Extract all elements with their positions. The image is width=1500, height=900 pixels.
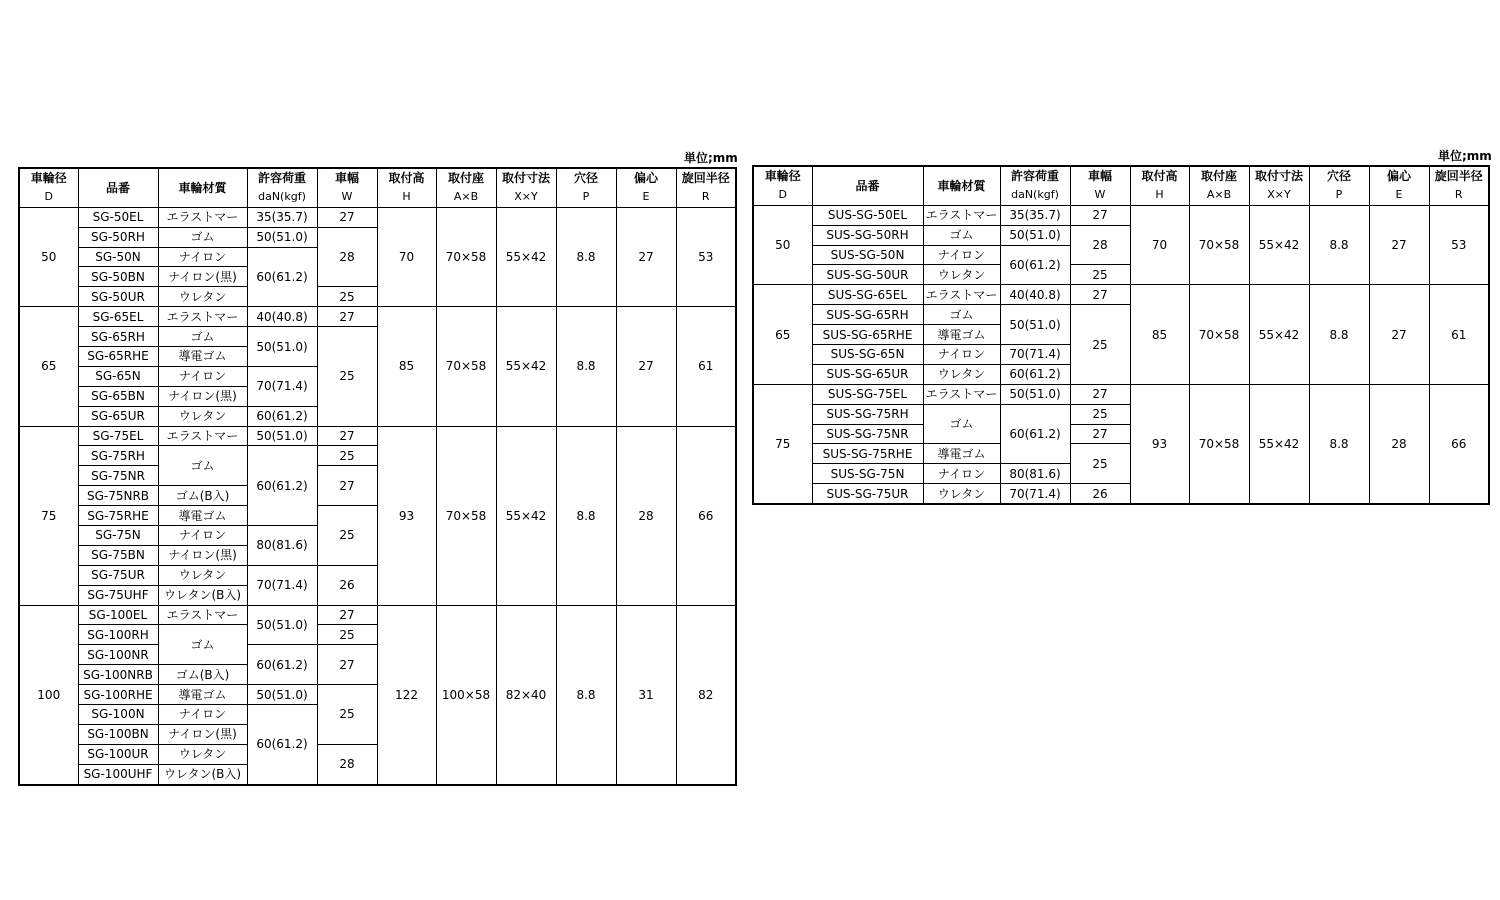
mount-plate-cell: 70×58 <box>1189 205 1249 285</box>
table-row <box>19 207 736 227</box>
offset-cell: 27 <box>1369 205 1429 285</box>
hole-dia-cell: 8.8 <box>556 307 616 426</box>
col-header-allowable-load: 許容荷重 <box>247 168 317 188</box>
part-number-cell: SUS-SG-65RH <box>812 305 923 325</box>
col-header-swivel-radius-symbol: R <box>676 188 736 207</box>
swivel-radius-cell: 61 <box>676 307 736 426</box>
load-cell: 60(61.2) <box>247 705 317 785</box>
material-cell: ウレタン <box>923 484 1000 504</box>
part-number-cell: SG-50RH <box>78 227 158 247</box>
material-cell: ゴム <box>923 404 1000 444</box>
offset-cell: 28 <box>616 426 676 605</box>
load-cell: 60(61.2) <box>1000 404 1070 464</box>
material-cell: ナイロン <box>923 345 1000 365</box>
width-cell: 25 <box>1070 305 1130 385</box>
width-cell: 25 <box>317 625 377 645</box>
material-cell: ウレタン <box>923 364 1000 384</box>
mount-plate-cell: 70×58 <box>1189 285 1249 384</box>
load-cell: 70(71.4) <box>247 366 317 406</box>
unit-label-right: 単位;mm <box>1438 149 1492 163</box>
col-header-wheel-material: 車輪材質 <box>923 166 1000 205</box>
col-header-offset: 偏心 <box>1369 166 1429 186</box>
mount-height-cell: 85 <box>377 307 436 426</box>
header-row-top <box>753 166 1489 186</box>
material-cell: ナイロン <box>158 526 247 546</box>
col-header-allowable-load-symbol: daN(kgf) <box>1000 186 1070 205</box>
part-number-cell: SUS-SG-75NR <box>812 424 923 444</box>
load-cell: 50(51.0) <box>247 605 317 645</box>
wheel-dia-cell: 100 <box>19 605 78 785</box>
load-cell: 50(51.0) <box>1000 305 1070 345</box>
col-header-offset: 偏心 <box>616 168 676 188</box>
width-cell: 27 <box>1070 384 1130 404</box>
material-cell: ゴム <box>158 327 247 347</box>
load-cell: 60(61.2) <box>247 446 317 526</box>
material-cell: 導電ゴム <box>158 347 247 367</box>
part-number-cell: SUS-SG-50EL <box>812 205 923 225</box>
part-number-cell: SG-75EL <box>78 426 158 446</box>
wheel-dia-cell: 75 <box>753 384 812 504</box>
bolt-spacing-cell: 55×42 <box>1249 285 1309 384</box>
part-number-cell: SG-100UHF <box>78 764 158 784</box>
material-cell: エラストマー <box>158 426 247 446</box>
part-number-cell: SG-65BN <box>78 386 158 406</box>
col-header-mount-plate: 取付座 <box>1189 166 1249 186</box>
col-header-mount-height: 取付高 <box>1130 166 1189 186</box>
part-number-cell: SUS-SG-50RH <box>812 225 923 245</box>
col-header-mount-plate-symbol: A×B <box>436 188 496 207</box>
bolt-spacing-cell: 55×42 <box>1249 205 1309 285</box>
load-cell: 50(51.0) <box>247 227 317 247</box>
mount-height-cell: 85 <box>1130 285 1189 384</box>
table-body <box>19 207 736 784</box>
load-cell: 70(71.4) <box>1000 484 1070 504</box>
material-cell: ナイロン <box>158 366 247 386</box>
load-cell: 40(40.8) <box>1000 285 1070 305</box>
width-cell: 27 <box>317 605 377 625</box>
col-header-mount-plate: 取付座 <box>436 168 496 188</box>
bolt-spacing-cell: 55×42 <box>496 426 556 605</box>
col-header-bolt-spacing: 取付寸法 <box>496 168 556 188</box>
material-cell: ゴム <box>158 227 247 247</box>
col-header-swivel-radius: 旋回半径 <box>1429 166 1489 186</box>
part-number-cell: SG-75NRB <box>78 486 158 506</box>
offset-cell: 31 <box>616 605 676 785</box>
part-number-cell: SG-75UHF <box>78 585 158 605</box>
width-cell: 25 <box>317 327 377 426</box>
part-number-cell: SUS-SG-75RH <box>812 404 923 424</box>
sg-caster-spec-table <box>18 167 737 786</box>
material-cell: エラストマー <box>158 307 247 327</box>
material-cell: エラストマー <box>923 384 1000 404</box>
col-header-mount-height-symbol: H <box>1130 186 1189 205</box>
width-cell: 25 <box>1070 444 1130 484</box>
part-number-cell: SUS-SG-75RHE <box>812 444 923 464</box>
col-header-swivel-radius-symbol: R <box>1429 186 1489 205</box>
width-cell: 25 <box>1070 404 1130 424</box>
col-header-hole-dia-symbol: P <box>556 188 616 207</box>
col-header-swivel-radius: 旋回半径 <box>676 168 736 188</box>
material-cell: ナイロン <box>923 464 1000 484</box>
material-cell: 導電ゴム <box>158 685 247 705</box>
width-cell: 26 <box>1070 484 1130 504</box>
table-row <box>753 205 1489 225</box>
table-row <box>753 384 1489 404</box>
part-number-cell: SG-75BN <box>78 545 158 565</box>
col-header-allowable-load-symbol: daN(kgf) <box>247 188 317 207</box>
part-number-cell: SG-100RHE <box>78 685 158 705</box>
width-cell: 28 <box>317 744 377 784</box>
width-cell: 27 <box>1070 424 1130 444</box>
width-cell: 27 <box>1070 205 1130 225</box>
material-cell: ウレタン <box>158 287 247 307</box>
load-cell: 40(40.8) <box>247 307 317 327</box>
col-header-wheel-width-symbol: W <box>317 188 377 207</box>
part-number-cell: SG-65RHE <box>78 347 158 367</box>
table-row <box>753 285 1489 305</box>
hole-dia-cell: 8.8 <box>556 605 616 785</box>
width-cell: 27 <box>317 466 377 506</box>
material-cell: ナイロン(黒) <box>158 267 247 287</box>
col-header-bolt-spacing: 取付寸法 <box>1249 166 1309 186</box>
col-header-wheel-dia: 車輪径 <box>753 166 812 186</box>
part-number-cell: SUS-SG-75EL <box>812 384 923 404</box>
material-cell: 導電ゴム <box>158 506 247 526</box>
table-row <box>19 307 736 327</box>
header-row-top <box>19 168 736 188</box>
material-cell: ウレタン <box>158 406 247 426</box>
material-cell: エラストマー <box>923 285 1000 305</box>
material-cell: ゴム <box>158 625 247 665</box>
hole-dia-cell: 8.8 <box>1309 205 1369 285</box>
load-cell: 80(81.6) <box>1000 464 1070 484</box>
col-header-mount-plate-symbol: A×B <box>1189 186 1249 205</box>
width-cell: 27 <box>317 207 377 227</box>
mount-height-cell: 93 <box>1130 384 1189 504</box>
part-number-cell: SG-65UR <box>78 406 158 426</box>
mount-plate-cell: 70×58 <box>1189 384 1249 504</box>
table-row <box>19 605 736 625</box>
part-number-cell: SG-65N <box>78 366 158 386</box>
wheel-dia-cell: 50 <box>19 207 78 306</box>
part-number-cell: SUS-SG-65N <box>812 345 923 365</box>
col-header-hole-dia: 穴径 <box>1309 166 1369 186</box>
col-header-offset-symbol: E <box>616 188 676 207</box>
wheel-dia-cell: 75 <box>19 426 78 605</box>
col-header-wheel-width-symbol: W <box>1070 186 1130 205</box>
bolt-spacing-cell: 55×42 <box>496 307 556 426</box>
material-cell: ナイロン(黒) <box>158 386 247 406</box>
bolt-spacing-cell: 55×42 <box>1249 384 1309 504</box>
material-cell: ナイロン <box>158 705 247 725</box>
part-number-cell: SG-50EL <box>78 207 158 227</box>
material-cell: ゴム <box>923 225 1000 245</box>
unit-label-left: 単位;mm <box>684 151 738 165</box>
sus-sg-caster-spec-table <box>752 165 1490 505</box>
part-number-cell: SG-75RHE <box>78 506 158 526</box>
load-cell: 60(61.2) <box>1000 364 1070 384</box>
part-number-cell: SUS-SG-50UR <box>812 265 923 285</box>
offset-cell: 27 <box>1369 285 1429 384</box>
width-cell: 27 <box>317 307 377 327</box>
col-header-hole-dia-symbol: P <box>1309 186 1369 205</box>
part-number-cell: SG-100UR <box>78 744 158 764</box>
material-cell: 導電ゴム <box>923 325 1000 345</box>
material-cell: ナイロン <box>923 245 1000 265</box>
col-header-bolt-spacing-symbol: X×Y <box>496 188 556 207</box>
part-number-cell: SG-50BN <box>78 267 158 287</box>
mount-plate-cell: 70×58 <box>436 426 496 605</box>
part-number-cell: SUS-SG-75UR <box>812 484 923 504</box>
col-header-allowable-load: 許容荷重 <box>1000 166 1070 186</box>
bolt-spacing-cell: 82×40 <box>496 605 556 785</box>
col-header-mount-height-symbol: H <box>377 188 436 207</box>
swivel-radius-cell: 61 <box>1429 285 1489 384</box>
part-number-cell: SUS-SG-65RHE <box>812 325 923 345</box>
material-cell: ゴム <box>158 446 247 486</box>
load-cell: 50(51.0) <box>247 327 317 367</box>
part-number-cell: SG-100EL <box>78 605 158 625</box>
part-number-cell: SG-100BN <box>78 724 158 744</box>
material-cell: ウレタン <box>158 744 247 764</box>
part-number-cell: SUS-SG-50N <box>812 245 923 265</box>
material-cell: ウレタン(B入) <box>158 764 247 784</box>
swivel-radius-cell: 66 <box>676 426 736 605</box>
part-number-cell: SG-100RH <box>78 625 158 645</box>
load-cell: 60(61.2) <box>247 406 317 426</box>
part-number-cell: SUS-SG-65EL <box>812 285 923 305</box>
load-cell: 60(61.2) <box>1000 245 1070 285</box>
hole-dia-cell: 8.8 <box>556 426 616 605</box>
col-header-wheel-dia-symbol: D <box>753 186 812 205</box>
wheel-dia-cell: 65 <box>753 285 812 384</box>
swivel-radius-cell: 53 <box>1429 205 1489 285</box>
mount-height-cell: 70 <box>377 207 436 306</box>
swivel-radius-cell: 82 <box>676 605 736 785</box>
load-cell: 50(51.0) <box>247 685 317 705</box>
part-number-cell: SG-65EL <box>78 307 158 327</box>
mount-height-cell: 70 <box>1130 205 1189 285</box>
width-cell: 27 <box>317 426 377 446</box>
load-cell: 70(71.4) <box>247 565 317 605</box>
material-cell: エラストマー <box>923 205 1000 225</box>
col-header-bolt-spacing-symbol: X×Y <box>1249 186 1309 205</box>
swivel-radius-cell: 66 <box>1429 384 1489 504</box>
table-row <box>19 426 736 446</box>
width-cell: 27 <box>317 645 377 685</box>
part-number-cell: SUS-SG-75N <box>812 464 923 484</box>
hole-dia-cell: 8.8 <box>1309 384 1369 504</box>
col-header-wheel-width: 車幅 <box>1070 166 1130 186</box>
material-cell: ウレタン <box>158 565 247 585</box>
material-cell: エラストマー <box>158 605 247 625</box>
offset-cell: 27 <box>616 307 676 426</box>
width-cell: 25 <box>317 685 377 745</box>
load-cell: 70(71.4) <box>1000 345 1070 365</box>
load-cell: 35(35.7) <box>247 207 317 227</box>
width-cell: 25 <box>317 446 377 466</box>
mount-plate-cell: 70×58 <box>436 207 496 306</box>
col-header-offset-symbol: E <box>1369 186 1429 205</box>
mount-height-cell: 93 <box>377 426 436 605</box>
part-number-cell: SG-75RH <box>78 446 158 466</box>
part-number-cell: SG-100N <box>78 705 158 725</box>
part-number-cell: SG-50N <box>78 247 158 267</box>
width-cell: 25 <box>317 506 377 566</box>
offset-cell: 27 <box>616 207 676 306</box>
material-cell: ナイロン(黒) <box>158 724 247 744</box>
col-header-hole-dia: 穴径 <box>556 168 616 188</box>
wheel-dia-cell: 50 <box>753 205 812 285</box>
col-header-part-no: 品番 <box>78 168 158 207</box>
part-number-cell: SG-75N <box>78 526 158 546</box>
material-cell: ウレタン <box>923 265 1000 285</box>
col-header-mount-height: 取付高 <box>377 168 436 188</box>
swivel-radius-cell: 53 <box>676 207 736 306</box>
col-header-part-no: 品番 <box>812 166 923 205</box>
material-cell: ナイロン <box>158 247 247 267</box>
col-header-wheel-width: 車幅 <box>317 168 377 188</box>
width-cell: 26 <box>317 565 377 605</box>
wheel-dia-cell: 65 <box>19 307 78 426</box>
part-number-cell: SG-75UR <box>78 565 158 585</box>
material-cell: 導電ゴム <box>923 444 1000 464</box>
hole-dia-cell: 8.8 <box>1309 285 1369 384</box>
hole-dia-cell: 8.8 <box>556 207 616 306</box>
part-number-cell: SG-100NRB <box>78 665 158 685</box>
load-cell: 50(51.0) <box>1000 384 1070 404</box>
mount-height-cell: 122 <box>377 605 436 785</box>
width-cell: 28 <box>1070 225 1130 265</box>
part-number-cell: SUS-SG-65UR <box>812 364 923 384</box>
table-body <box>753 205 1489 504</box>
load-cell: 50(51.0) <box>1000 225 1070 245</box>
table-header <box>19 168 736 207</box>
width-cell: 27 <box>1070 285 1130 305</box>
width-cell: 28 <box>317 227 377 287</box>
material-cell: ナイロン(黒) <box>158 545 247 565</box>
mount-plate-cell: 100×58 <box>436 605 496 785</box>
part-number-cell: SG-50UR <box>78 287 158 307</box>
part-number-cell: SG-65RH <box>78 327 158 347</box>
part-number-cell: SG-75NR <box>78 466 158 486</box>
width-cell: 25 <box>1070 265 1130 285</box>
load-cell: 80(81.6) <box>247 526 317 566</box>
material-cell: ゴム(B入) <box>158 665 247 685</box>
col-header-wheel-dia-symbol: D <box>19 188 78 207</box>
mount-plate-cell: 70×58 <box>436 307 496 426</box>
load-cell: 60(61.2) <box>247 645 317 685</box>
material-cell: ウレタン(B入) <box>158 585 247 605</box>
col-header-wheel-material: 車輪材質 <box>158 168 247 207</box>
material-cell: エラストマー <box>158 207 247 227</box>
bolt-spacing-cell: 55×42 <box>496 207 556 306</box>
load-cell: 60(61.2) <box>247 247 317 307</box>
load-cell: 50(51.0) <box>247 426 317 446</box>
width-cell: 25 <box>317 287 377 307</box>
load-cell: 35(35.7) <box>1000 205 1070 225</box>
material-cell: ゴム(B入) <box>158 486 247 506</box>
table-header <box>753 166 1489 205</box>
material-cell: ゴム <box>923 305 1000 325</box>
offset-cell: 28 <box>1369 384 1429 504</box>
col-header-wheel-dia: 車輪径 <box>19 168 78 188</box>
part-number-cell: SG-100NR <box>78 645 158 665</box>
